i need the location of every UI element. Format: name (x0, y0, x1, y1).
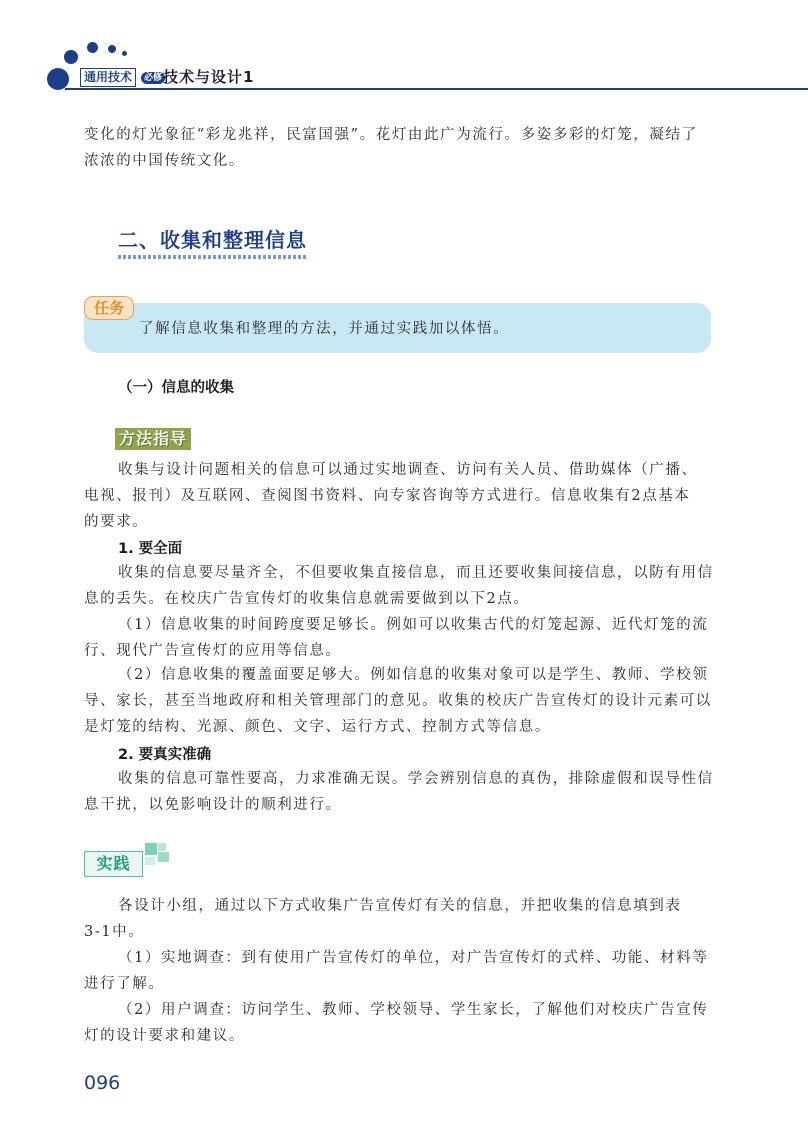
section-title-underline (118, 255, 308, 259)
heading-comprehensive: 1. 要全面 (118, 541, 183, 557)
page-number: 096 (84, 1072, 121, 1094)
section-title: 二、收集和整理信息 (118, 228, 307, 252)
header-dot-medium (64, 50, 78, 64)
task-tag: 任务 (84, 296, 134, 320)
subsection-title: （一）信息的收集 (118, 380, 234, 396)
p5-line-2: 息干扰，以免影响设计的顺利进行。 (84, 797, 342, 813)
practice-deco-square-2 (158, 843, 166, 851)
header-book-title: 技术与设计1 (163, 68, 255, 86)
practice-deco-square-1 (145, 843, 157, 855)
practice-tag: 实践 (84, 851, 143, 877)
practice-p1-line-1: 各设计小组，通过以下方式收集广告宣传灯有关的信息，并把收集的信息填到表 (118, 898, 682, 914)
p4-line-3: 是灯笼的结构、光源、颜色、文字、运行方式、控制方式等信息。 (84, 719, 551, 735)
p4-line-1: （2）信息收集的覆盖面要足够大。例如信息的收集对象可以是学生、教师、学校领 (118, 667, 709, 683)
header-dot-tiny (122, 51, 127, 56)
p4-line-2: 导、家长，甚至当地政府和相关管理部门的意见。收集的校庆广告宣传灯的设计元素可以 (84, 693, 712, 709)
p3-line-2: 行、现代广告宣传灯的应用等信息。 (84, 643, 342, 659)
p5-line-1: 收集的信息可靠性要高，力求准确无误。学会辨别信息的真伪，排除虚假和误导性信 (118, 771, 714, 787)
p3-line-1: （1）信息收集的时间跨度要足够长。例如可以收集古代的灯笼起源、近代灯笼的流 (118, 617, 709, 633)
p2-line-2: 息的丢失。在校庆广告宣传灯的收集信息就需要做到以下2点。 (84, 591, 530, 607)
p1-line-3: 的要求。 (84, 514, 149, 530)
p1-line-2: 电视、报刊）及互联网、查阅图书资料、向专家咨询等方式进行。信息收集有2点基本 (84, 488, 691, 504)
header-subject: 通用技术 (80, 68, 136, 87)
header-subject-badge (66, 68, 169, 87)
p2-line-1: 收集的信息要尽量齐全，不但要收集直接信息，而且还要收集间接信息，以防有用信 (118, 565, 714, 581)
practice-deco-square-4 (145, 857, 155, 865)
header-required-badge: 必修 (141, 72, 165, 84)
header-dot-small-1 (87, 42, 98, 53)
heading-accurate: 2. 要真实准确 (118, 747, 212, 763)
task-text: 了解信息收集和整理的方法，并通过实践加以体悟。 (139, 321, 510, 337)
p1-line-1: 收集与设计问题相关的信息可以通过实地调查、访问有关人员、借助媒体（广播、 (118, 462, 698, 478)
header-dot-small-2 (108, 45, 116, 53)
intro-line-1: 变化的灯光象征“彩龙兆祥，民富国强”。花灯由此广为流行。多姿多彩的灯笼，凝结了 (84, 127, 698, 143)
practice-deco-square-3 (158, 852, 169, 862)
practice-p3-line-2: 灯的设计要求和建议。 (84, 1028, 245, 1044)
intro-line-2: 浓浓的中国传统文化。 (84, 153, 245, 169)
method-guide-tag: 方法指导 (115, 428, 191, 450)
practice-p1-line-2: 3-1中。 (84, 924, 145, 940)
header-rule (65, 88, 808, 90)
practice-p3-line-1: （2）用户调查：访问学生、教师、学校领导、学生家长，了解他们对校庆广告宣传 (118, 1002, 709, 1018)
practice-p2-line-2: 进行了解。 (84, 976, 165, 992)
practice-p2-line-1: （1）实地调查：到有使用广告宣传灯的单位，对广告宣传灯的式样、功能、材料等 (118, 950, 709, 966)
